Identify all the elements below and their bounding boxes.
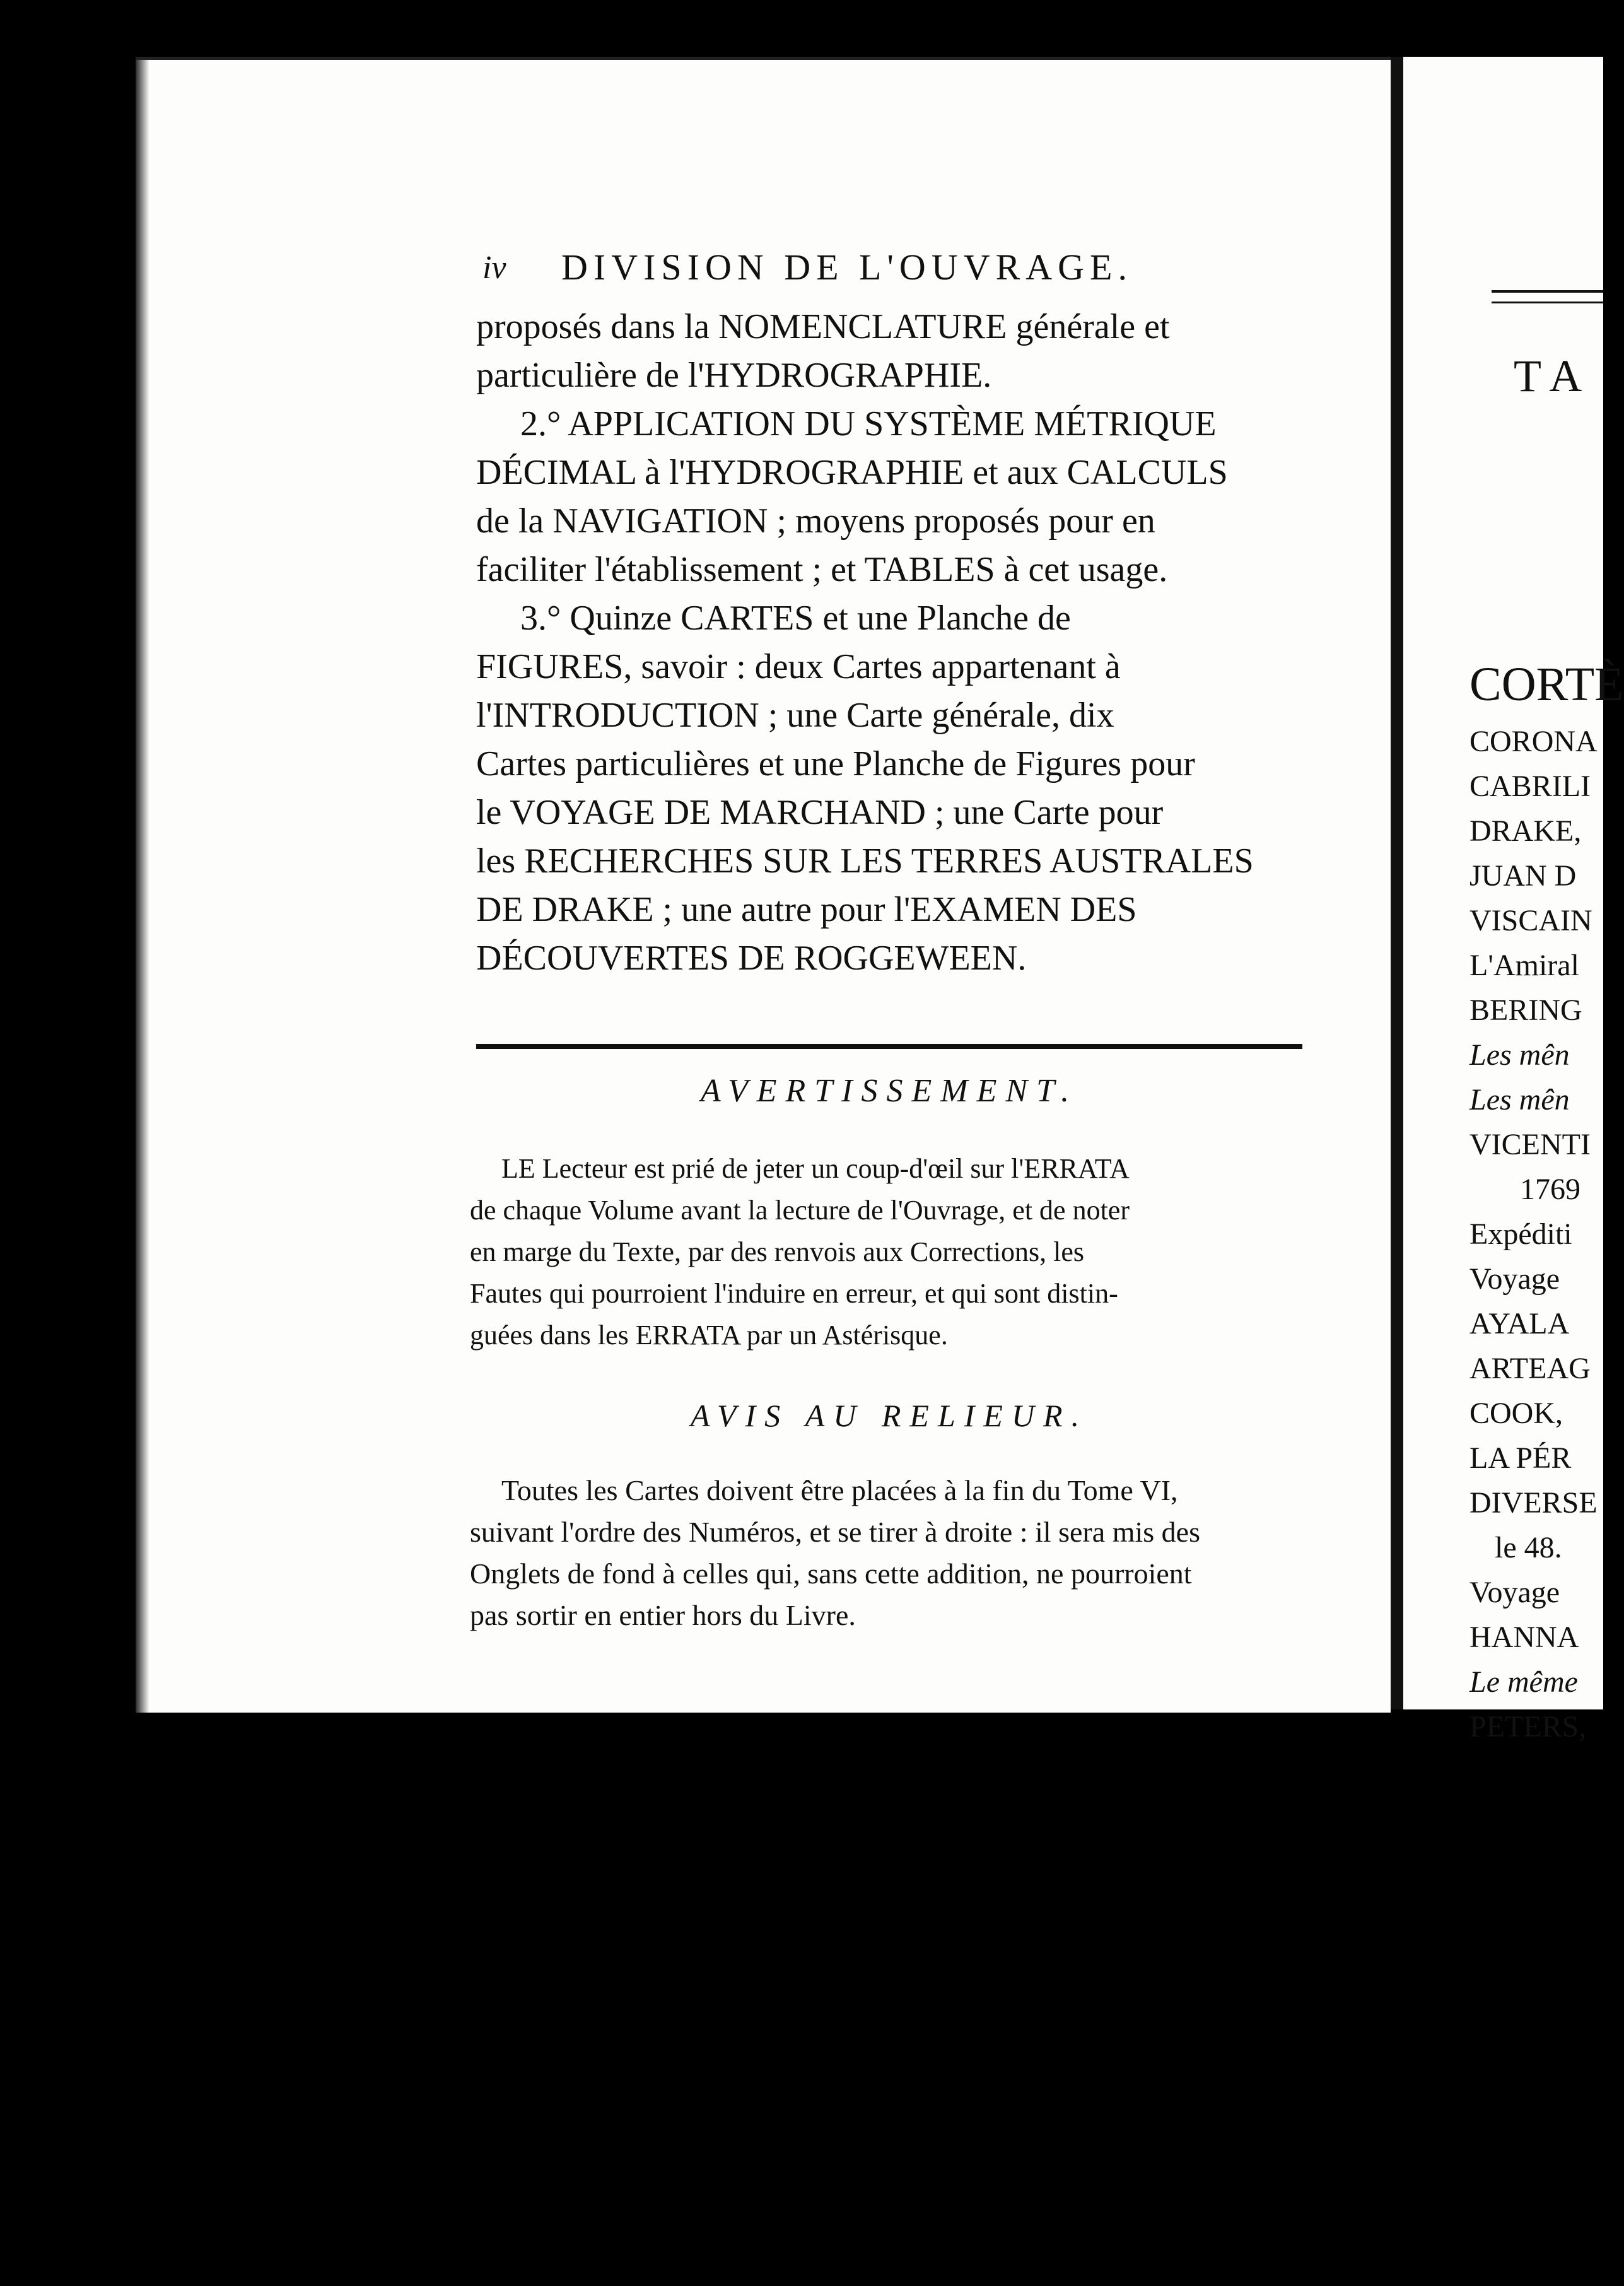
avertissement-line: LE Lecteur est prié de jeter un coup-d'œil sur l'ERRATA	[501, 1153, 1130, 1184]
right-line: Les mên	[1469, 1038, 1570, 1072]
right-page-rule	[1492, 290, 1603, 303]
right-line: Expéditi	[1469, 1217, 1572, 1251]
body-line: 3.° Quinze CARTES et une Planche de	[520, 599, 1071, 638]
right-line: le 48.	[1495, 1531, 1562, 1564]
body-line: DE DRAKE ; une autre pour l'EXAMEN DES	[476, 890, 1137, 929]
right-line: COOK,	[1469, 1397, 1563, 1430]
body-line: FIGURES, savoir : deux Cartes appartenant à	[476, 647, 1121, 686]
body-text	[476, 303, 1302, 983]
avertissement-text	[470, 1148, 1302, 1356]
gutter	[1391, 57, 1403, 1709]
right-line: PETERS,	[1469, 1710, 1587, 1744]
right-line: LA PÉR	[1469, 1441, 1572, 1475]
page-edge-shadow	[136, 60, 149, 1713]
body-line: DÉCOUVERTES DE ROGGEWEEN.	[476, 939, 1027, 978]
body-line: les RECHERCHES SUR LES TERRES AUSTRALES	[476, 841, 1254, 881]
right-line: DIVERSE	[1469, 1486, 1598, 1520]
right-page-list	[1469, 656, 1624, 1749]
right-line: JUAN D	[1469, 859, 1577, 893]
right-line: Voyage	[1469, 1576, 1560, 1609]
right-line: Le même	[1469, 1665, 1578, 1699]
right-line: Les mên	[1469, 1083, 1570, 1117]
right-line: CABRILI	[1469, 770, 1591, 803]
right-line: AYALA	[1469, 1307, 1570, 1340]
body-line: faciliter l'établissement ; et TABLES à cet usage.	[476, 550, 1168, 589]
right-line: BERING	[1469, 994, 1582, 1027]
body-line: proposés dans la NOMENCLATURE générale et	[476, 307, 1170, 346]
right-line: L'Amiral	[1469, 949, 1579, 982]
avertissement-line: de chaque Volume avant la lecture de l'Ouvrage, et de noter	[470, 1195, 1130, 1226]
avertissement-line: en marge du Texte, par des renvois aux Corrections, les	[470, 1236, 1085, 1267]
right-line: CORONA	[1469, 725, 1598, 758]
page-folio: iv	[482, 250, 506, 286]
body-line: l'INTRODUCTION ; une Carte générale, dix	[476, 696, 1114, 735]
body-line: particulière de l'HYDROGRAPHIE.	[476, 356, 992, 395]
right-line: DRAKE,	[1469, 814, 1582, 848]
right-page-title: TA	[1514, 351, 1594, 401]
relieur-line: Onglets de fond à celles qui, sans cette addition, ne pourroient	[470, 1557, 1192, 1590]
right-line: ARTEAG	[1469, 1352, 1591, 1385]
avertissement-line: Fautes qui pourroient l'induire en erreur, et qui sont distin-	[470, 1278, 1118, 1309]
relieur-text	[470, 1470, 1302, 1636]
relieur-title: AVIS AU RELIEUR.	[690, 1398, 1089, 1433]
right-line: VICENTI	[1469, 1128, 1591, 1161]
section-rule	[476, 1044, 1302, 1049]
running-head: DIVISION DE L'OUVRAGE.	[561, 247, 1133, 288]
relieur-line: pas sortir en entier hors du Livre.	[470, 1599, 856, 1631]
body-line: DÉCIMAL à l'HYDROGRAPHIE et aux CALCULS	[476, 453, 1228, 492]
avertissement-title: AVERTISSEMENT.	[700, 1073, 1078, 1109]
right-line: VISCAIN	[1469, 904, 1592, 937]
relieur-line: Toutes les Cartes doivent être placées à la fin du Tome VI,	[501, 1474, 1178, 1506]
right-line: HANNA	[1469, 1621, 1579, 1654]
body-line: le VOYAGE DE MARCHAND ; une Carte pour	[476, 793, 1164, 832]
right-line: CORTÈ	[1469, 658, 1624, 711]
right-line: 1769	[1520, 1173, 1580, 1206]
avertissement-line: guées dans les ERRATA par un Astérisque.	[470, 1320, 948, 1351]
relieur-line: suivant l'ordre des Numéros, et se tirer à droite : il sera mis des	[470, 1516, 1200, 1548]
body-line: 2.° APPLICATION DU SYSTÈME MÉTRIQUE	[520, 404, 1217, 443]
body-line: Cartes particulières et une Planche de Figures pour	[476, 744, 1195, 783]
body-line: de la NAVIGATION ; moyens proposés pour en	[476, 501, 1155, 541]
right-line: Voyage	[1469, 1262, 1560, 1296]
